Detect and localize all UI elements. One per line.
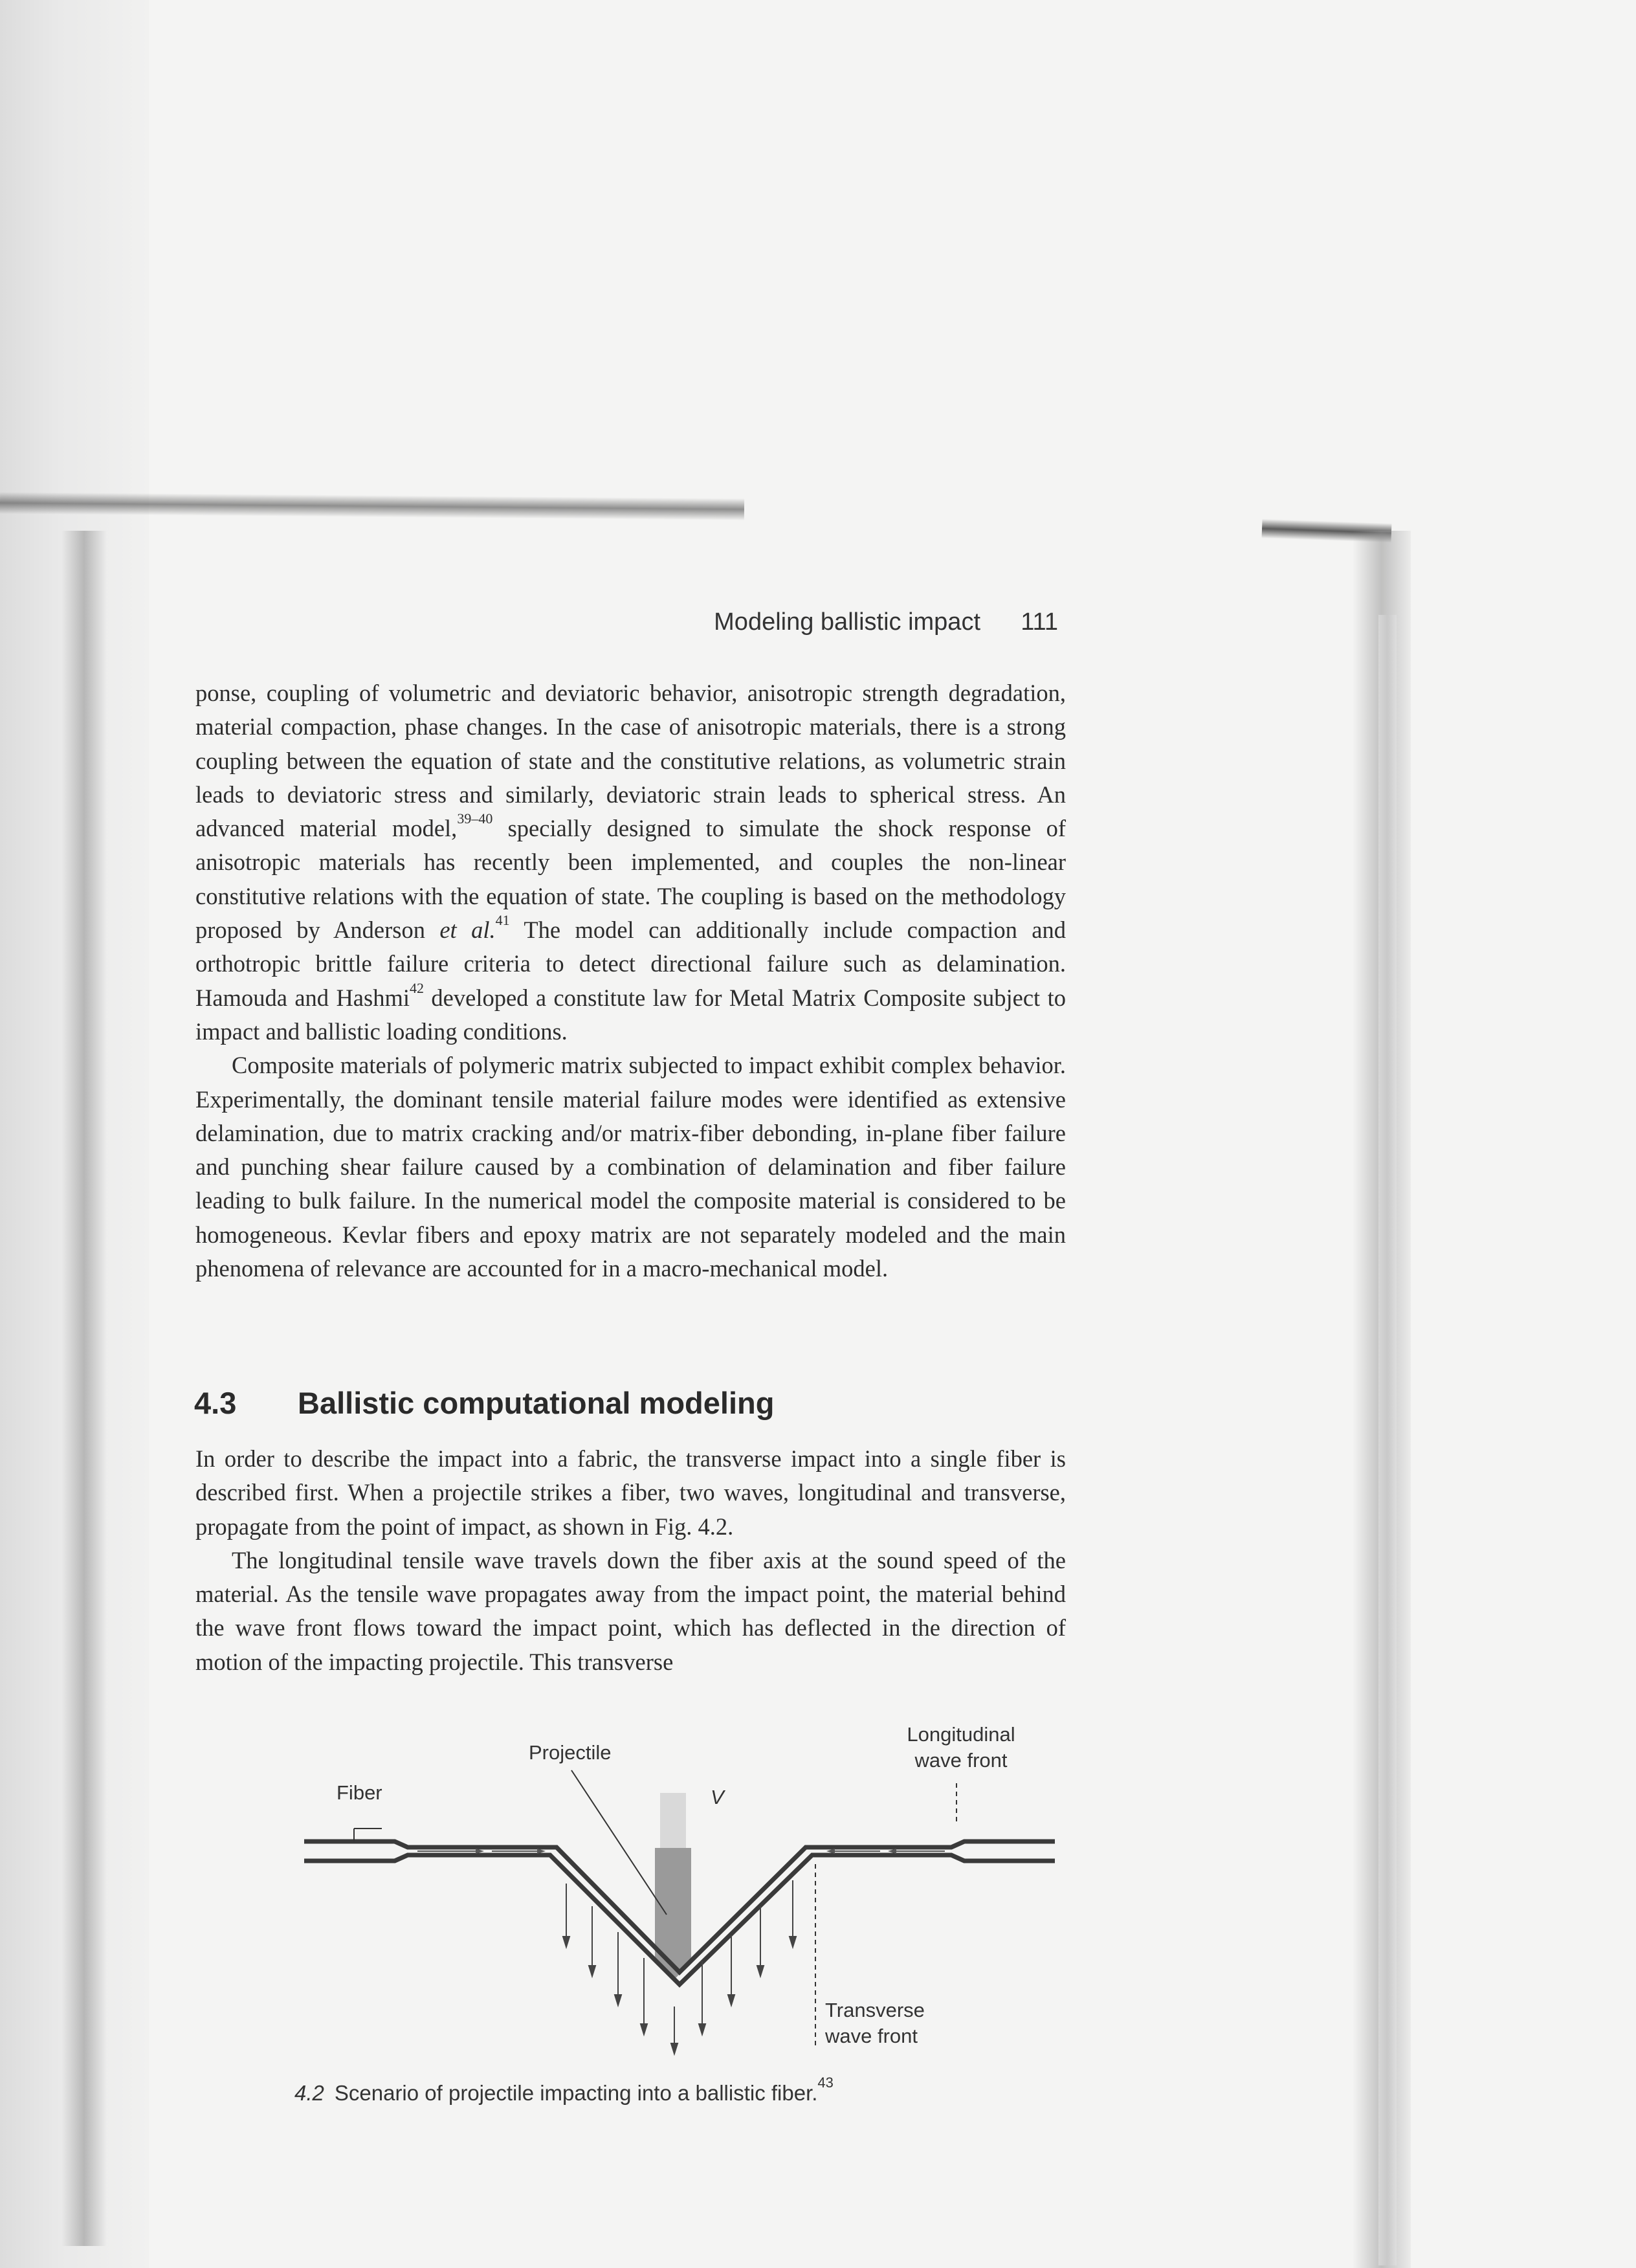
label-longitudinal-wave-front — [896, 1722, 1026, 1773]
section-title: Ballistic computational modeling — [298, 1386, 775, 1420]
label-transverse: Transverse — [825, 1999, 925, 2021]
caption-reference: 43 — [817, 2074, 834, 2091]
reference-42: 42 — [410, 979, 424, 996]
page-number: 111 — [1021, 608, 1058, 636]
reference-41: 41 — [495, 912, 510, 929]
scan-right-strip — [1378, 615, 1397, 2265]
section-number: 4.3 — [194, 1386, 237, 1420]
label-longitudinal-wave-front-text: wave front — [914, 1749, 1008, 1772]
paragraph-4: The longitudinal tensile wave travels down the fiber axis at the sound speed of the material. As the tensile wave propagates away from the impact point, the material behind the wave front flows toward the impact point, which has deflected in the direction of motion of the impacting projectile. This transverse — [195, 1546, 1066, 1675]
paragraph-1-part-d: developed a constitute law for Metal Matrix Composite subject to impact and ballistic loading conditions. — [195, 984, 1066, 1045]
paragraph-1-part-a: ponse, coupling of volumetric and deviatoric behavior, anisotropic strength degradation, material compaction, phase changes. In the case of anisotropic materials, there is a strong coupling between the equation of state and the constitutive relations, as volumetric strain leads to deviatoric stress and similarly, deviatoric strain leads to spherical stress. An advanced material model, — [195, 680, 1066, 842]
label-fiber: Fiber — [337, 1781, 382, 1804]
figure-4-2 — [278, 1709, 1081, 2071]
label-transverse-wave-front — [825, 1997, 925, 2049]
reference-39-40: 39–40 — [457, 810, 493, 827]
paragraph-1 — [195, 676, 1066, 1049]
running-head — [194, 608, 1065, 647]
text-block-2 — [195, 1442, 1066, 1679]
section-heading — [194, 1385, 774, 1421]
scan-binding-shadow — [61, 531, 107, 2246]
et-al: et al. — [439, 917, 496, 944]
caption-text: Scenario of projectile impacting into a ballistic fiber. — [334, 2081, 818, 2105]
label-projectile: Projectile — [529, 1741, 612, 1764]
caption-number: 4.2 — [294, 2081, 324, 2105]
running-head-title: Modeling ballistic impact — [714, 608, 980, 636]
paragraph-3: In order to describe the impact into a fabric, the transverse impact into a single fiber is described first. When a projectile strikes a fiber, two waves, longitudinal and transverse, propagate from the point of impact, as shown in Fig. 4.2. — [195, 1445, 1066, 1540]
projectile-motion-streak — [660, 1793, 686, 1850]
paragraph-2: Composite materials of polymeric matrix subjected to impact exhibit complex behavior. Experimentally, the dominant tensile material failure modes were identified as extensive delamination, due to matrix cracking and/or matrix-fiber debonding, in-plane fiber failure and punching shear failure caused by a combination of delamination and fiber failure leading to bulk failure. In the numerical model the composite material is considered to be homogeneous. Kevlar fibers and epoxy matrix are not separately modeled and the main phenomena of relevance are accounted for in a macro-mechanical model. — [195, 1052, 1066, 1282]
projectile — [655, 1848, 691, 1981]
figure-caption — [294, 2074, 834, 2106]
paragraph-1-part-b: specially designed to simulate the shock response of anisotropic materials has recently been implemented, and couples the non-linear constitutive relations with the equation of state. The coupling is based on the methodology proposed by Anderson — [195, 815, 1066, 944]
text-block-1 — [195, 676, 1066, 1285]
label-longitudinal: Longitudinal — [907, 1723, 1015, 1746]
label-velocity: V — [711, 1786, 724, 1808]
label-transverse-wave-front-text: wave front — [825, 2025, 918, 2047]
paragraph-1-part-c: The model can additionally include compaction and orthotropic brittle failure criteria to detect directional failure such as delamination. Hamouda and Hashmi — [195, 917, 1067, 1011]
